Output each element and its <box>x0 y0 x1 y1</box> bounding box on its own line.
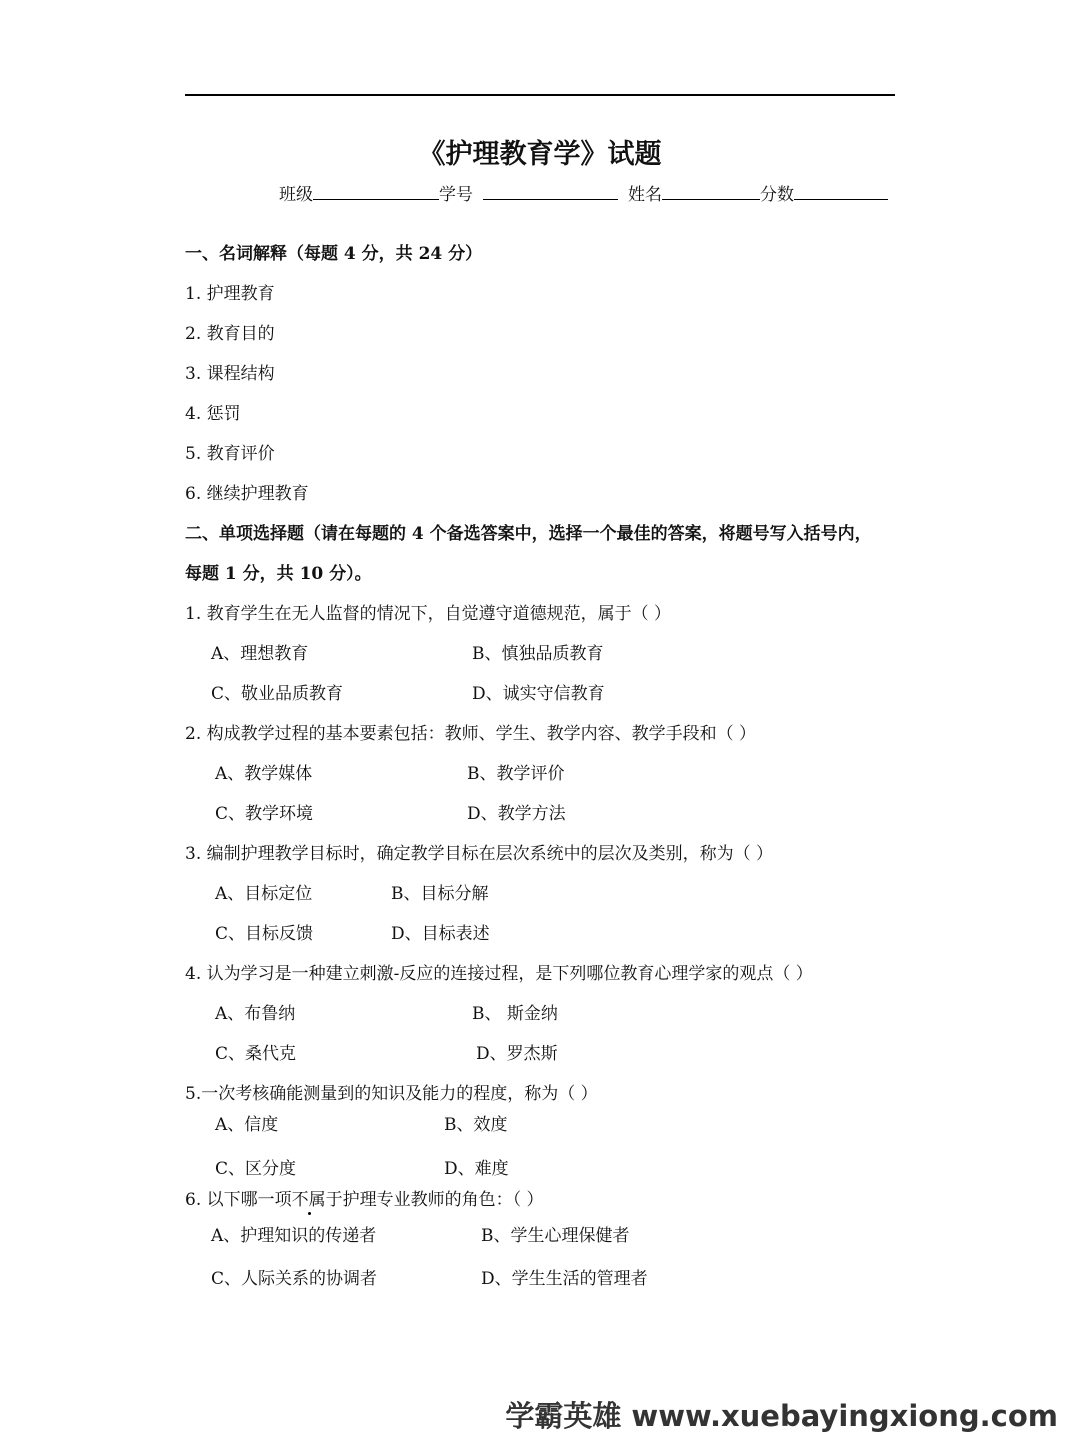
question-stem: 3. 编制护理教学目标时，确定教学目标在层次系统中的层次及类别，称为（ ） <box>185 844 774 864</box>
option-d: D、教学方法 <box>467 804 566 824</box>
term-item: 5. 教育评价 <box>185 444 275 464</box>
option-d: D、罗杰斯 <box>476 1044 558 1064</box>
option-c: C、目标反馈 <box>215 924 314 944</box>
student-info-line <box>279 180 888 205</box>
top-rule <box>185 94 895 96</box>
section-1-heading: 一、名词解释（每题 4 分，共 24 分） <box>185 244 483 264</box>
class-label: 班级 <box>279 185 313 205</box>
section-2-heading-line1: 二、单项选择题（请在每题的 4 个备选答案中，选择一个最佳的答案，将题号写入括号内， <box>185 524 872 544</box>
question-stem: 2. 构成教学过程的基本要素包括：教师、学生、教学内容、教学手段和（ ） <box>185 724 757 744</box>
site-watermark: 学霸英雄 www.xuebayingxiong.com <box>505 1399 1058 1433</box>
student-id-label: 学号 <box>439 185 473 205</box>
name-label: 姓名 <box>628 185 662 205</box>
emphasis-dot <box>308 1212 311 1215</box>
option-b: B、目标分解 <box>391 884 489 904</box>
option-d: D、诚实守信教育 <box>472 684 605 704</box>
option-d: D、难度 <box>444 1159 509 1179</box>
question-stem: 6. 以下哪一项不属于护理专业教师的角色：（ ） <box>185 1190 544 1210</box>
section-2-heading-line2: 每题 1 分，共 10 分）。 <box>185 564 372 584</box>
option-a: A、教学媒体 <box>215 764 313 784</box>
page-title: 《护理教育学》试题 <box>418 139 662 170</box>
option-d: D、目标表述 <box>391 924 490 944</box>
term-item: 3. 课程结构 <box>185 364 275 384</box>
option-a: A、布鲁纳 <box>215 1004 296 1024</box>
option-a: A、信度 <box>215 1115 279 1135</box>
option-c: C、区分度 <box>215 1159 297 1179</box>
question-stem: 5.一次考核确能测量到的知识及能力的程度，称为（ ） <box>185 1084 598 1104</box>
score-blank[interactable] <box>794 182 888 200</box>
option-d: D、学生生活的管理者 <box>481 1269 648 1289</box>
option-c: C、人际关系的协调者 <box>211 1269 378 1289</box>
option-b: B、教学评价 <box>467 764 565 784</box>
term-item: 2. 教育目的 <box>185 324 275 344</box>
term-item: 1. 护理教育 <box>185 284 275 304</box>
option-a: A、目标定位 <box>215 884 313 904</box>
option-b: B、效度 <box>444 1115 508 1135</box>
term-item: 6. 继续护理教育 <box>185 484 309 504</box>
score-label: 分数 <box>760 185 794 205</box>
option-b: B、慎独品质教育 <box>472 644 604 664</box>
student-id-blank[interactable] <box>483 182 618 200</box>
name-blank[interactable] <box>662 182 760 200</box>
question-stem: 4. 认为学习是一种建立刺激-反应的连接过程，是下列哪位教育心理学家的观点（ ） <box>185 964 813 984</box>
option-c: C、敬业品质教育 <box>211 684 344 704</box>
term-item: 4. 惩罚 <box>185 404 241 424</box>
option-b: B、学生心理保健者 <box>481 1226 630 1246</box>
option-b: B、 斯金纳 <box>472 1004 558 1024</box>
class-blank[interactable] <box>313 182 439 200</box>
option-a: A、理想教育 <box>211 644 309 664</box>
option-c: C、桑代克 <box>215 1044 297 1064</box>
question-stem: 1. 教育学生在无人监督的情况下，自觉遵守道德规范，属于（ ） <box>185 604 672 624</box>
option-c: C、教学环境 <box>215 804 314 824</box>
option-a: A、护理知识的传递者 <box>211 1226 377 1246</box>
